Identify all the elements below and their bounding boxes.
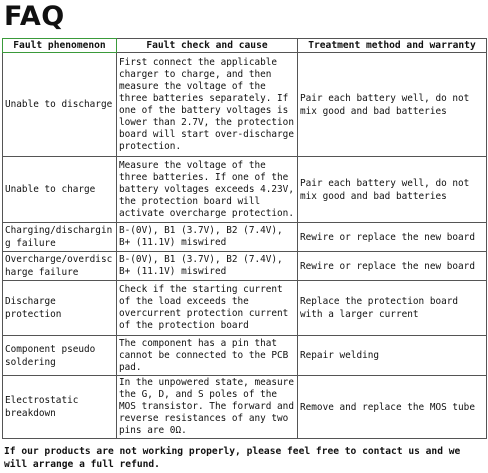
fault-phenomenon-cell: Overcharge/overdischarge failure xyxy=(3,252,117,281)
header-fault-check-cause: Fault check and cause xyxy=(117,39,298,53)
fault-cause-cell: In the unpowered state, measure the G, D, and S poles of the MOS transistor. The forward and reverse resistances of any two pins are 0Ω. xyxy=(117,376,298,439)
table-row xyxy=(3,53,487,157)
fault-cause-cell: Measure the voltage of the three batteries. If one of the battery voltages exceeds 4.23V, the protection board will activate overcharge protection. xyxy=(117,157,298,223)
fault-phenomenon-cell: Component pseudo soldering xyxy=(3,336,117,376)
treatment-cell: Repair welding xyxy=(298,336,487,376)
fault-phenomenon-cell: Charging/discharging failure xyxy=(3,223,117,252)
treatment-cell: Rewire or replace the new board xyxy=(298,223,487,252)
fault-cause-cell: B-(0V), B1 (3.7V), B2 (7.4V), B+ (11.1V) miswired xyxy=(117,252,298,281)
fault-phenomenon-cell: Unable to discharge xyxy=(3,53,117,157)
header-treatment-warranty: Treatment method and warranty xyxy=(298,39,487,53)
table-row xyxy=(3,252,487,281)
treatment-cell: Rewire or replace the new board xyxy=(298,252,487,281)
faq-table xyxy=(2,38,487,439)
page-title: FAQ xyxy=(4,1,65,32)
refund-notice: If our products are not working properly, please feel free to contact us and we will arrange a full refund. xyxy=(4,446,461,470)
table-row xyxy=(3,157,487,223)
fault-cause-cell: Check if the starting current of the load exceeds the overcurrent protection current of the protection board xyxy=(117,281,298,336)
treatment-cell: Remove and replace the MOS tube xyxy=(298,376,487,439)
fault-cause-cell: B-(0V), B1 (3.7V), B2 (7.4V), B+ (11.1V) miswired xyxy=(117,223,298,252)
treatment-cell: Pair each battery well, do not mix good and bad batteries xyxy=(298,157,487,223)
table-row xyxy=(3,376,487,439)
fault-phenomenon-cell: Electrostatic breakdown xyxy=(3,376,117,439)
table-row xyxy=(3,336,487,376)
fault-cause-cell: First connect the applicable charger to charge, and then measure the voltage of the three batteries separately. If one of the battery voltages is lower than 2.7V, the protection board will start over-discharge protection. xyxy=(117,53,298,157)
fault-phenomenon-cell: Unable to charge xyxy=(3,157,117,223)
fault-phenomenon-cell: Discharge protection xyxy=(3,281,117,336)
table-row xyxy=(3,223,487,252)
table-row xyxy=(3,281,487,336)
treatment-cell: Replace the protection board with a larger current xyxy=(298,281,487,336)
header-fault-phenomenon: Fault phenomenon xyxy=(3,39,117,53)
treatment-cell: Pair each battery well, do not mix good and bad batteries xyxy=(298,53,487,157)
table-header-row xyxy=(3,39,487,53)
fault-cause-cell: The component has a pin that cannot be connected to the PCB pad. xyxy=(117,336,298,376)
